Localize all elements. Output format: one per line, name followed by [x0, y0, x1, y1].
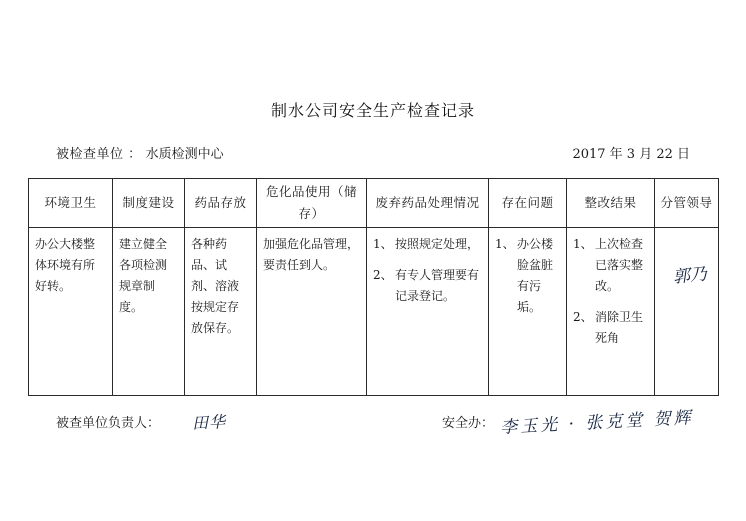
column-header-rectification: 整改结果	[567, 179, 655, 228]
table-row	[29, 227, 719, 395]
list-item-number: 1、	[373, 236, 393, 251]
meta-row	[56, 143, 690, 163]
cell-system	[113, 227, 185, 395]
cell-environment-text: 办公大楼整体环境有所好转。	[35, 236, 96, 293]
leader-signature-handwriting: 郭乃	[671, 264, 708, 288]
cell-drug-storage-text: 各种药品、试剂、溶液按规定存放保存。	[191, 236, 240, 335]
list-item-text: 消除卫生死角	[595, 309, 644, 345]
responsible-person-block	[56, 412, 227, 433]
inspection-date: 2017 年 3 月 22 日	[572, 147, 690, 162]
cell-system-text: 建立健全各项检测规章制度。	[119, 236, 168, 314]
list-item-text: 按照规定处理，	[395, 236, 480, 251]
list-item-text: 办公楼脸盆脏有污垢。	[517, 236, 554, 314]
list-item	[573, 307, 648, 349]
list-item-number: 1、	[573, 236, 593, 251]
safety-office-signature: 李玉光 · 张克堂 贺辉	[499, 407, 695, 439]
column-header-system: 制度建设	[113, 179, 185, 228]
column-header-problems: 存在问题	[489, 179, 567, 228]
cell-rectification	[567, 227, 655, 395]
inspection-record-table	[28, 178, 719, 396]
signature-row	[56, 407, 696, 452]
column-header-drug-storage: 药品存放	[185, 179, 257, 228]
responsible-person-signature: 田华	[191, 412, 227, 433]
problems-list	[495, 234, 560, 318]
safety-office-label: 安全办：	[442, 416, 495, 431]
inspected-unit	[56, 143, 224, 162]
page-title: 制水公司安全生产检查记录	[270, 101, 475, 120]
inspected-unit-value: 水质检测中心	[145, 147, 224, 162]
cell-hazardous-use-text: 加强危化品管理，要责任到人。	[263, 236, 360, 272]
safety-office-block	[442, 407, 695, 439]
list-item	[373, 265, 482, 307]
inspected-unit-label: 被检查单位 ：	[56, 147, 142, 162]
responsible-person-label: 被查单位负责人：	[56, 416, 161, 431]
list-item	[573, 234, 648, 297]
waste-handling-list	[373, 234, 482, 307]
cell-hazardous-use	[257, 227, 367, 395]
column-header-waste-handling: 废弃药品处理情况	[367, 179, 489, 228]
table-header-row	[29, 179, 719, 228]
cell-problems	[489, 227, 567, 395]
column-header-environment: 环境卫生	[29, 179, 113, 228]
cell-leader-signature	[655, 227, 719, 395]
list-item-number: 2、	[373, 267, 393, 282]
column-header-leader: 分管领导	[655, 179, 719, 228]
list-item-number: 1、	[495, 236, 515, 251]
list-item-text: 有专人管理要有记录登记。	[395, 267, 480, 303]
cell-drug-storage	[185, 227, 257, 395]
list-item	[373, 234, 482, 255]
list-item-number: 2、	[573, 309, 593, 324]
list-item	[495, 234, 560, 318]
list-item-text: 上次检查已落实整改。	[595, 236, 644, 293]
cell-waste-handling	[367, 227, 489, 395]
column-header-hazardous-use: 危化品使用（储存）	[257, 179, 367, 228]
cell-environment	[29, 227, 113, 395]
rectification-list	[573, 234, 648, 349]
